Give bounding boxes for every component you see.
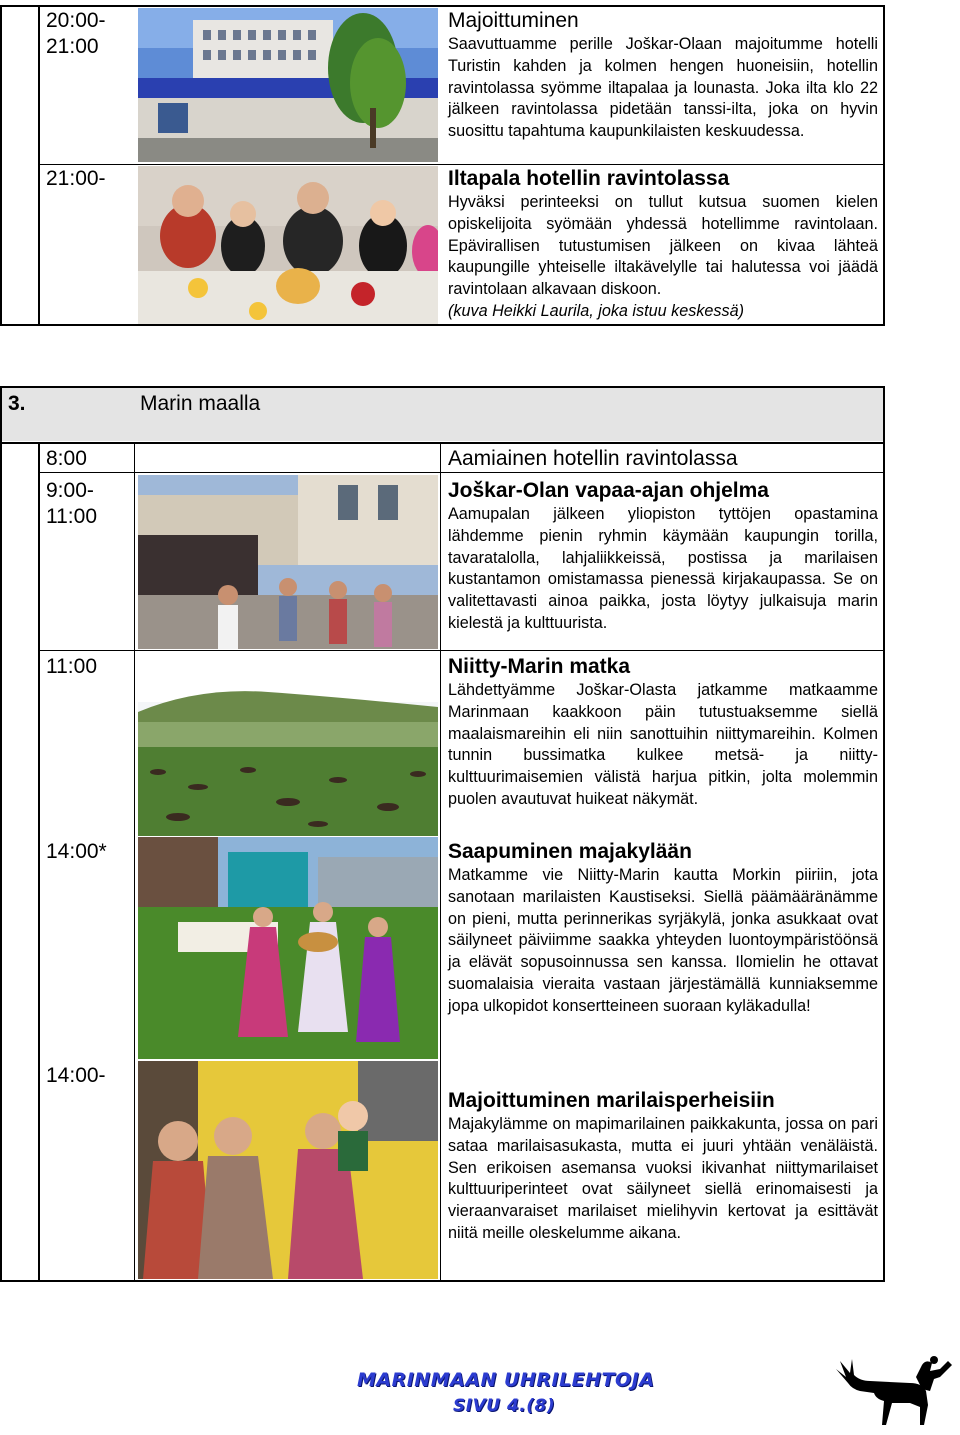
row-title: Joškar-Olan vapaa-ajan ohjelma [448, 479, 769, 502]
hotel-photo [138, 8, 438, 162]
row-title: Saapuminen majakylään [448, 840, 692, 863]
footer-page-number: SIVU 4.(8) [453, 1396, 556, 1416]
row-text [448, 8, 878, 143]
village-photo [138, 837, 438, 1059]
row-body: Lähdettyämme Joškar-Olasta jatkamme matkaamme Marinmaan kaakkoon päin tutustuaksemme siellä maalaismareihin eli niin sanottuihin niittymareihin. Kolmen tunnin bussimatka kulkee metsä- ja niitty-kulttuurimaisemien välistä harjua pitkin, jolta molemmin puolen avautuvat huikeat näkymät. [448, 681, 878, 808]
row-text [448, 1088, 878, 1245]
restaurant-photo [138, 166, 438, 324]
row-time: 11:00 [46, 655, 97, 678]
family-photo [138, 1061, 438, 1279]
row-time: 14:00* [46, 840, 107, 863]
row-body: Hyväksi perinteeksi on tullut kutsua suomen kielen opiskelijoita syömään yhdessä hotellimme ravintolaan. Epävirallisen tutustumisen jälkeen on kivaa lähteä kaupungille yhteiselle iltakävelylle tai halutessa voi jäädä ravintolaan alkavaan diskoon. [448, 193, 878, 299]
market-photo [138, 475, 438, 649]
row-body: Aamupalan jälkeen yliopiston tyttöjen opastamina lähdemme pienin ryhmin käymään kaupungin torilla, tavaratalolla, lahjaliikkeissä, postissa ja marilaisen kustantamon omistamassa pienessä kirjakaupassa. Se on valitettavasti ainoa paikka, josta löytyy julkaisuja marin kielestä ja kulttuurista. [448, 505, 878, 632]
row-body: Saavuttuamme perille Joškar-Olaan majoitumme hotelli Turistin kahden ja kolmen hengen huoneisiin, hotellin ravintolassa syömme iltapalaa ja lounasta. Joka ilta klo 22 jälkeen ravintolassa pidetään tanssi-ilta, joka on hyvin suosittu tapahtuma kaupunkilaisten keskuudessa. [448, 35, 878, 141]
photo-caption: (kuva Heikki Laurila, joka istuu keskessä) [448, 301, 744, 320]
row-time: 14:00- [46, 1064, 106, 1087]
reindeer-rider-logo [830, 1355, 960, 1427]
row-title: Iltapala hotellin ravintolassa [448, 167, 730, 190]
row-text [448, 166, 878, 323]
row-time: 20:00- 21:00 [46, 9, 106, 58]
section-number: 3. [8, 392, 26, 415]
row-body: Matkamme vie Niitty-Marin kautta Morkin piiriin, jota sanotaan marilaisten Kaustiseksi. Siellä päämääränämme on pieni, mutta perinnerikas syrjäkylä, jonka asukkaat ovat säilyneet päiviimme saakka yhteyden luontoympäristöönsä ja elävät sopusoinnussa sen kanssa. Ilomielin he ottavat suomalaisia vieraita vastaan järjestämällä kunniaksemme jopa ulkopidot konsertteineen suoraan kyläkadulla! [448, 866, 878, 1015]
row-title: Majoittuminen marilaisperheisiin [448, 1089, 775, 1112]
row-title: Niitty-Marin matka [448, 655, 631, 678]
meadow-photo [138, 652, 438, 836]
row-time: 21:00- [46, 167, 106, 190]
row-time: 9:00- 11:00 [46, 479, 97, 528]
row-title: Aamiainen hotellin ravintolassa [448, 447, 738, 470]
row-time: 8:00 [46, 447, 87, 470]
footer-title: MARINMAAN UHRILEHTOJA [357, 1369, 655, 1391]
row-text [448, 654, 878, 811]
section-title: Marin maalla [140, 392, 261, 415]
row-body: Majakylämme on mapimarilainen paikkakunta, jossa on pari sataa marilaisasukasta, mutta ei juuri yhtään venäläistä. Sen erikoisen asemansa vuoksi ikivanhat niittymarilaiset kulttuuriperinteet ovat säilyneet siellä erinomaisesti ja vieraanvaraiset marilaiset mielihyvin kertovat ja esittävät niitä meille oleskelumme aikana. [448, 1115, 878, 1242]
row-text [448, 839, 878, 1018]
row-text [448, 446, 878, 472]
row-text [448, 478, 878, 635]
row-title: Majoittuminen [448, 9, 579, 32]
section-header [2, 388, 884, 441]
